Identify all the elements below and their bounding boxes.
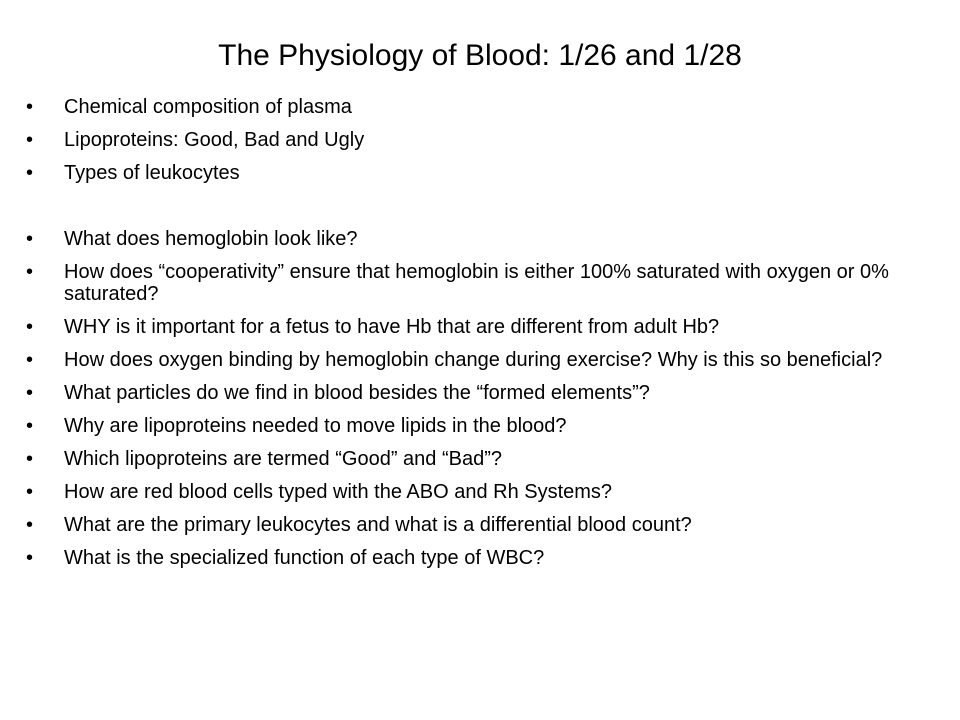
bullet-icon: •: [26, 481, 34, 503]
bullet-icon: •: [26, 261, 34, 283]
list-item-text: Chemical composition of plasma: [64, 96, 352, 118]
bullet-icon: •: [26, 448, 34, 470]
list-item-text: What are the primary leukocytes and what is a differential blood count?: [64, 514, 692, 536]
list-item: [26, 96, 926, 118]
list-item-text: How are red blood cells typed with the ABO and Rh Systems?: [64, 481, 613, 503]
list-item-text: Lipoproteins: Good, Bad and Ugly: [64, 129, 365, 151]
list-item-text: WHY is it important for a fetus to have Hb that are different from adult Hb?: [64, 316, 720, 338]
bullet-icon: •: [26, 382, 34, 404]
list-item-text: Which lipoproteins are termed “Good” and “Bad”?: [64, 448, 502, 470]
bullet-icon: •: [26, 228, 34, 250]
list-item: [26, 162, 926, 184]
list-item-text: Types of leukocytes: [64, 162, 240, 184]
list-item-text: What is the specialized function of each type of WBC?: [64, 547, 545, 569]
slide-title: The Physiology of Blood: 1/26 and 1/28: [218, 39, 742, 72]
bullet-icon: •: [26, 316, 34, 338]
bullet-icon: •: [26, 547, 34, 569]
topic-list: [26, 96, 926, 195]
list-item: [26, 261, 926, 305]
list-item: [26, 415, 926, 437]
list-item: [26, 547, 926, 569]
list-item-text: How does oxygen binding by hemoglobin change during exercise? Why is this so beneficial?: [64, 349, 883, 371]
list-item: [26, 316, 926, 338]
bullet-icon: •: [26, 349, 34, 371]
bullet-icon: •: [26, 514, 34, 536]
question-list: [26, 228, 926, 580]
list-item: [26, 228, 926, 250]
bullet-icon: •: [26, 415, 34, 437]
list-item: [26, 349, 926, 371]
list-item: [26, 481, 926, 503]
list-item-text: What particles do we find in blood besides the “formed elements”?: [64, 382, 650, 404]
bullet-icon: •: [26, 129, 34, 151]
list-item: [26, 448, 926, 470]
bullet-icon: •: [26, 96, 34, 118]
list-item: [26, 514, 926, 536]
list-item-text: How does “cooperativity” ensure that hemoglobin is either 100% saturated with oxygen or 0% saturated?: [64, 261, 889, 305]
list-item-text: Why are lipoproteins needed to move lipids in the blood?: [64, 415, 567, 437]
list-item-text: What does hemoglobin look like?: [64, 228, 358, 250]
list-item: [26, 382, 926, 404]
bullet-icon: •: [26, 162, 34, 184]
list-item: [26, 129, 926, 151]
